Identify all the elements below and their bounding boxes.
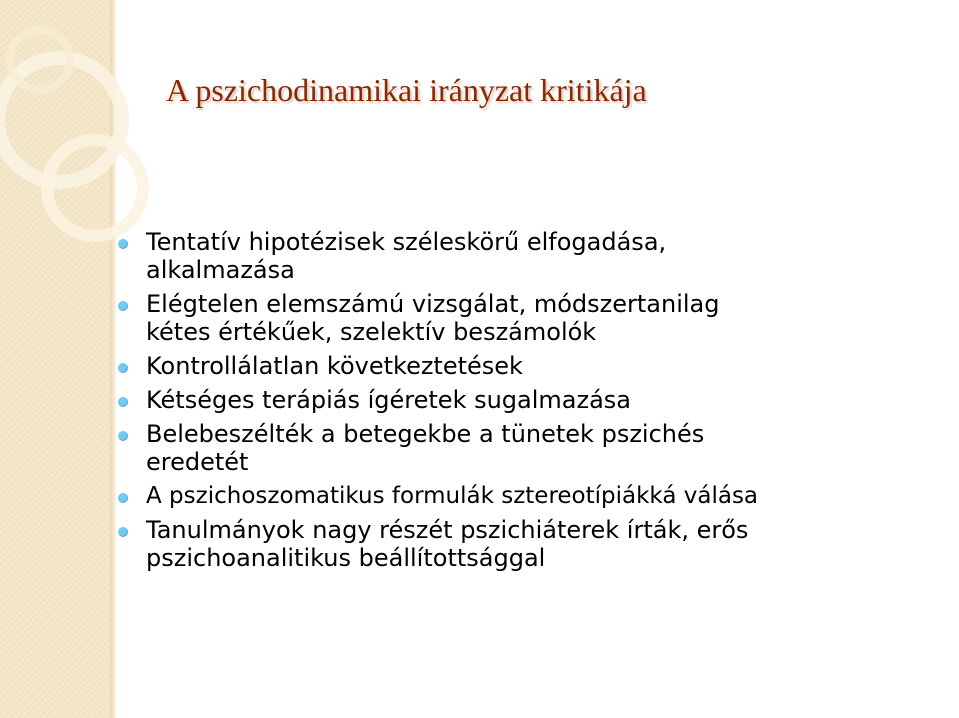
bullet-text: Kétséges terápiás ígéretek sugalmazása <box>146 386 632 414</box>
slide-title: A pszichodinamikai irányzat kritikája <box>166 72 647 108</box>
bullet-dot-icon <box>118 493 128 503</box>
bullet-item <box>118 516 846 572</box>
bullet-dot-icon <box>118 397 128 407</box>
bullet-list <box>118 228 846 578</box>
bullet-text: Tanulmányok nagy részét pszichiáterek írták, erős pszichoanalitikus beállítottsággal <box>146 516 749 572</box>
bullet-text: A pszichoszomatikus formulák sztereotípiákká válása <box>146 483 759 509</box>
bullet-item <box>118 290 846 346</box>
bullet-dot-icon <box>118 527 128 537</box>
bullet-text: Elégtelen elemszámú vizsgálat, módszertanilag kétes értékűek, szelektív beszámolók <box>146 290 720 346</box>
decorative-rings-icon <box>0 0 200 260</box>
bullet-item <box>118 352 846 380</box>
bullet-text: Belebeszélték a betegekbe a tünetek pszichés eredetét <box>146 420 705 476</box>
bullet-item <box>118 228 846 284</box>
bullet-dot-icon <box>118 431 128 441</box>
bullet-item <box>118 482 846 510</box>
bullet-dot-icon <box>118 239 128 249</box>
bullet-item <box>118 386 846 414</box>
bullet-dot-icon <box>118 301 128 311</box>
bullet-text: Tentatív hipotézisek széleskörű elfogadása, alkalmazása <box>146 228 667 284</box>
bullet-text: Kontrollálatlan következtetések <box>146 352 523 380</box>
bullet-item <box>118 420 846 476</box>
bullet-dot-icon <box>118 363 128 373</box>
